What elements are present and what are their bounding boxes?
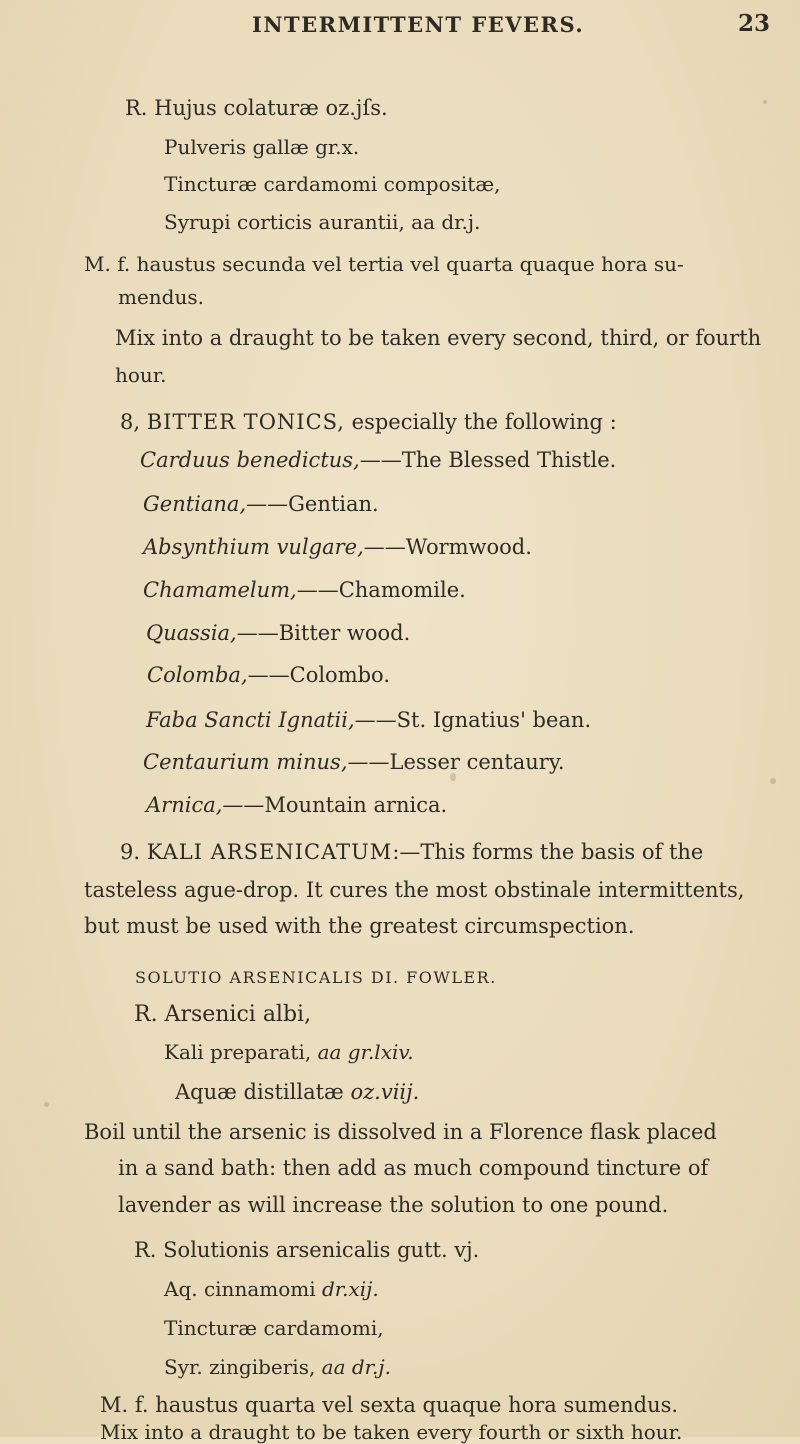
- text-line: M. f. haustus quarta vel sexta quaque hora sumendus.: [100, 1393, 679, 1417]
- text-line: Tincturæ cardamomi,: [164, 1316, 384, 1340]
- text-line: tasteless ague-drop. It cures the most obstinale intermittents,: [84, 878, 745, 902]
- section-heading: 9. KALI ARSENICATUM:—This forms the basis of the: [120, 840, 704, 864]
- text-line: R. Arsenici albi,: [134, 1002, 312, 1027]
- list-item: Quassia,——Bitter wood.: [146, 621, 411, 645]
- paper-stain: [770, 778, 776, 784]
- text-line: Aq. cinnamomi dr.xij.: [164, 1277, 379, 1301]
- text-line: hour.: [115, 363, 167, 387]
- section-heading: 8, BITTER TONICS, especially the following :: [120, 410, 617, 434]
- list-item: Colomba,——Colombo.: [147, 663, 391, 687]
- running-title: INTERMITTENT FEVERS.: [252, 12, 585, 37]
- text-line: but must be used with the greatest circumspection.: [84, 914, 635, 938]
- text-line: lavender as will increase the solution to one pound.: [118, 1193, 669, 1217]
- paper-stain: [44, 1102, 49, 1107]
- list-item: Gentiana,——Gentian.: [143, 492, 379, 516]
- list-item: Centaurium minus,——Lesser centaury.: [143, 750, 565, 774]
- text-line: Syrupi corticis aurantii, aa dr.j.: [164, 210, 481, 234]
- text-line: Tincturæ cardamomi compositæ,: [164, 172, 501, 196]
- text-line: Kali preparati, aa gr.lxiv.: [164, 1040, 414, 1064]
- list-item: Faba Sancti Ignatii,——St. Ignatius' bean.: [146, 708, 592, 732]
- text-line: Mix into a draught to be taken every second, third, or fourth: [115, 326, 762, 350]
- section-number: 8,: [120, 410, 141, 434]
- section-title: BITTER TONICS,: [146, 410, 345, 434]
- text-line: Syr. zingiberis, aa dr.j.: [164, 1355, 391, 1379]
- page-number: 23: [738, 10, 771, 37]
- section-number: 9.: [120, 840, 141, 864]
- paper-stain: [450, 773, 456, 781]
- text-line: Mix into a draught to be taken every fourth or sixth hour.: [100, 1420, 683, 1444]
- text-line: Aquæ distillatæ oz.viij.: [175, 1080, 420, 1104]
- text-line: Boil until the arsenic is dissolved in a Florence flask placed: [84, 1120, 717, 1144]
- list-item: Arnica,——Mountain arnica.: [146, 793, 448, 817]
- list-item: Carduus benedictus,——The Blessed Thistle.: [140, 448, 617, 472]
- text-line: in a sand bath: then add as much compound tincture of: [118, 1156, 709, 1180]
- formula-title: SOLUTIO ARSENICALIS DI. FOWLER.: [135, 968, 497, 987]
- text-line: mendus.: [118, 285, 204, 309]
- section-title: KALI ARSENICATUM: [146, 840, 393, 864]
- text-line: M. f. haustus secunda vel tertia vel quarta quaque hora su-: [84, 252, 684, 276]
- text-line: R. Hujus colaturæ oz.jſs.: [125, 96, 388, 120]
- list-item: Chamamelum,——Chamomile.: [143, 578, 466, 602]
- list-item: Absynthium vulgare,——Wormwood.: [143, 535, 532, 559]
- text-line: R. Solutionis arsenicalis gutt. vj.: [134, 1238, 480, 1262]
- text-line: Pulveris gallæ gr.x.: [164, 135, 360, 159]
- paper-stain: [763, 100, 767, 104]
